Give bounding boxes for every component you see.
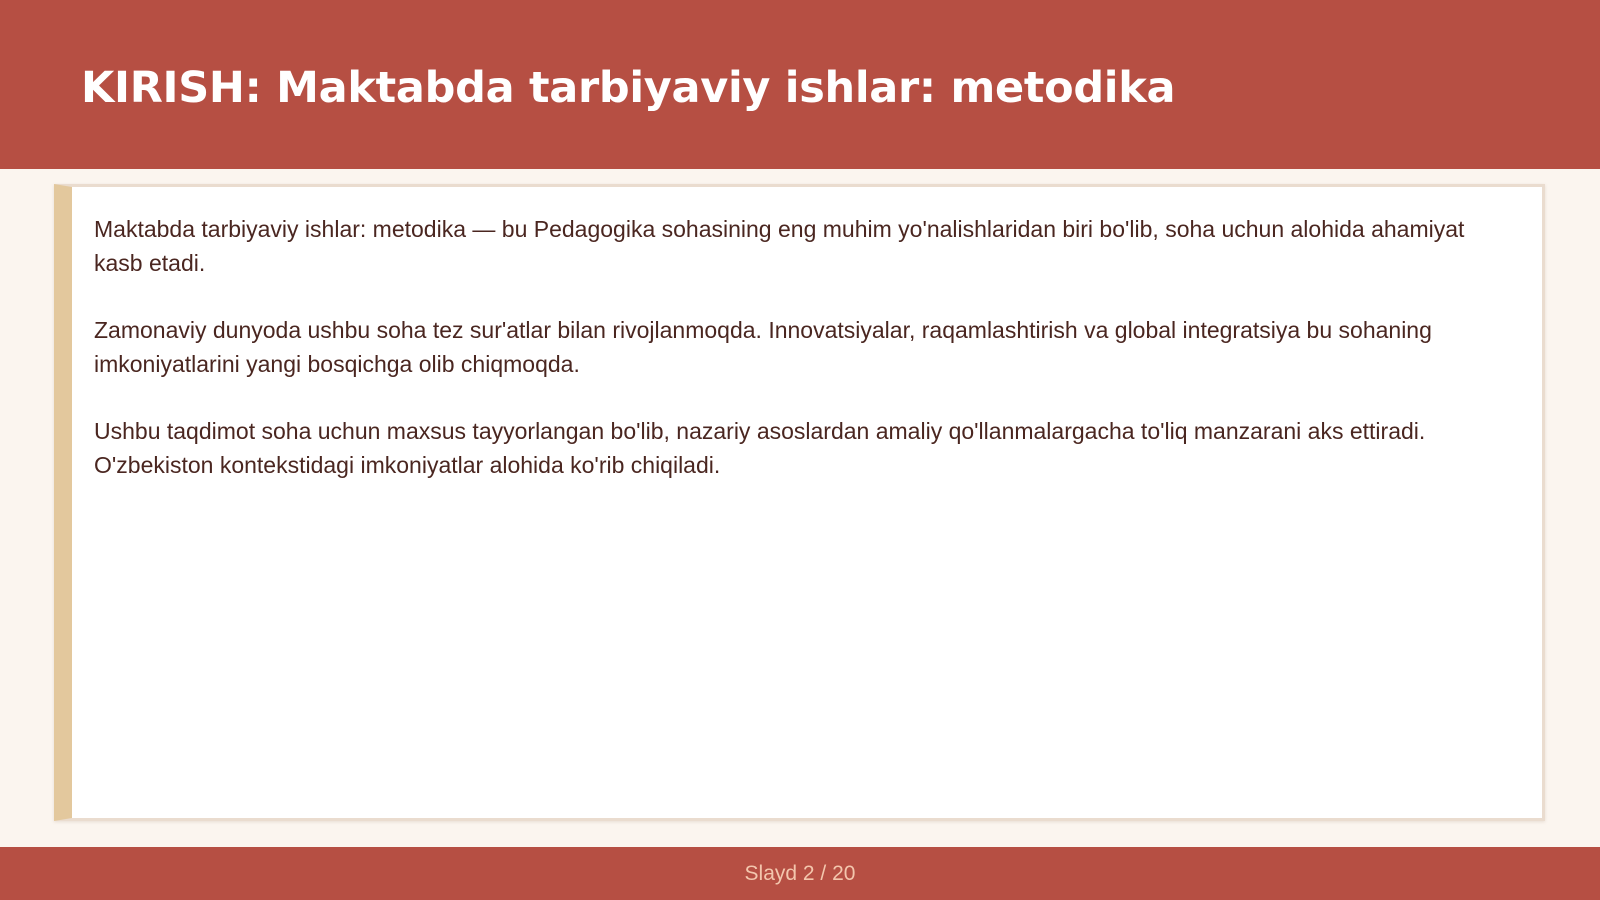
paragraph-modern-world: Zamonaviy dunyoda ushbu soha tez sur'atlar bilan rivojlanmoqda. Innovatsiyalar, raqamlashtirish va global integratsiya bu sohaning imkoniyatlarini yangi bosqichga olib chiqmoqda. [94,317,1432,377]
slide-title: KIRISH: Maktabda tarbiyaviy ishlar: metodika [81,63,1176,113]
paragraph-presentation: Ushbu taqdimot soha uchun maxsus tayyorlangan bo'lib, nazariy asoslardan amaliy qo'llanmalargacha to'liq manzarani aks ettiradi. O'zbekiston kontekstidagi imkoniyatlar alohida ko'rib chiqiladi. [94,418,1426,478]
paragraph-intro: Maktabda tarbiyaviy ishlar: metodika — bu Pedagogika sohasining eng muhim yo'nalishlaridan biri bo'lib, soha uchun alohida ahamiyat kasb etadi. [94,216,1465,276]
content-text [94,212,1494,515]
slide-number: Slayd 2 / 20 [744,862,856,885]
